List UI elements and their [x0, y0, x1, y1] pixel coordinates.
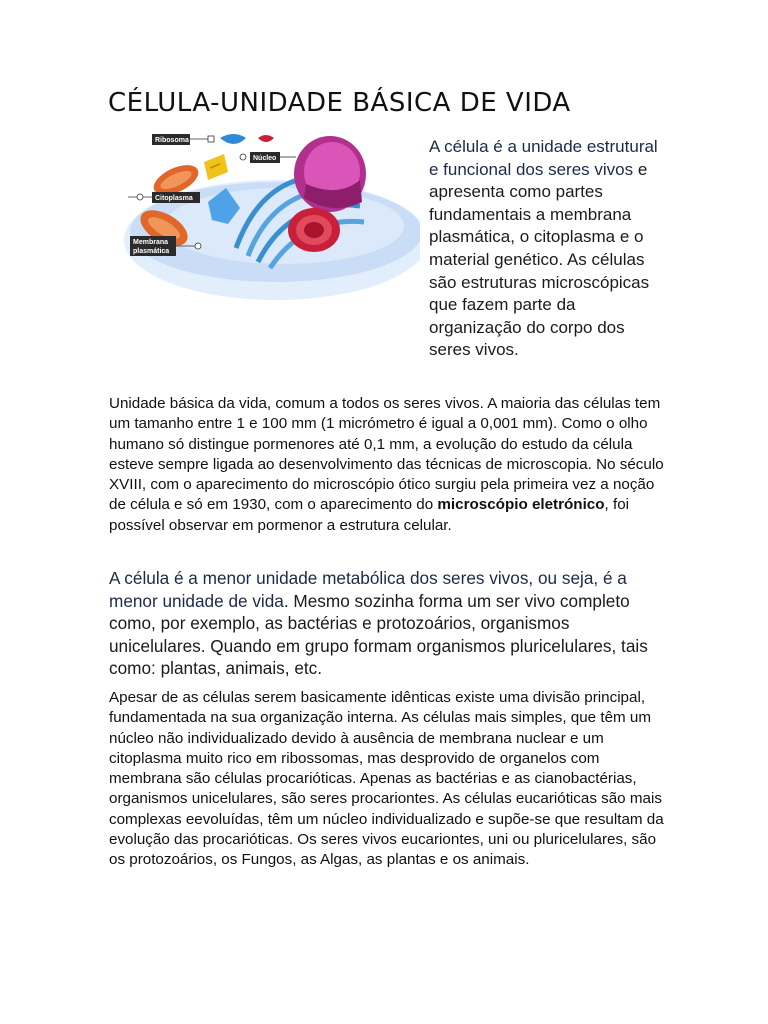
svg-text:Núcleo: Núcleo	[253, 155, 277, 162]
paragraph-1-text-before: Unidade básica da vida, comum a todos os seres vivos. A maioria das células tem um tamanho entre 1 e 100 mm (1 micrómetro é igual a 0,001 mm). Como o olho humano só distingue pormenores até 0,1 mm, a evolução do estudo da célula esteve sempre ligada ao desenvolvimento das técnicas de microscopia. No século XVIII, com o aparecimento do microscópio ótico surgiu pela primeira vez a noção de célula e só em 1930, com o aparecimento do	[109, 395, 664, 514]
cell-illustration	[108, 128, 420, 306]
paragraph-1-text-after: , foi possível observar em pormenor a estrutura celular.	[109, 496, 630, 534]
centriole	[204, 154, 228, 180]
paragraph-2-highlight: A célula é a menor unidade metabólica dos seres vivos, ou seja, é a menor unidade de vida	[109, 568, 627, 611]
intro-highlight: A célula é a unidade estrutural e funcional dos seres vivos	[429, 137, 658, 179]
intro-paragraph	[429, 136, 665, 362]
svg-text:Ribosoma: Ribosoma	[155, 137, 189, 144]
paragraph-2-rest: . Mesmo sozinha forma um ser vivo completo como, por exemplo, as bactérias e protozoários, organismos unicelulares. Quando em grupo formam organismos pluricelulares, tais como: plantas, animais, etc.	[109, 590, 648, 678]
svg-text:Membrana: Membrana	[133, 239, 169, 246]
paragraph-2	[109, 567, 664, 680]
intro-rest: e apresenta como partes fundamentais a membrana plasmática, o citoplasma e o material genético. As células são estruturas microscópicas que fazem parte da organização do corpo dos seres vivos.	[429, 159, 650, 360]
golgi-apparatus	[288, 208, 340, 252]
paragraph-3: Apesar de as células serem basicamente idênticas existe uma divisão principal, fundamentada na sua organização interna. As células mais simples, que têm um núcleo não individualizado devido à ausência de membrana nuclear e um citoplasma muito rico em ribossomas, mas desprovido de organelos com membrana são células procarióticas. Apenas as bactérias e as cianobactérias, organismos unicelulares, são seres procariontes. As células eucarióticas são mais complexas eevoluídas, têm um núcleo individualizado e supõe-se que resultam da evolução das procarióticas. Os seres vivos eucariontes, uni ou pluricelulares, são os protozoários, os Fungos, as Algas, as plantas e os animais.	[109, 689, 664, 869]
paragraph-1-bold: microscópio eletrónico	[437, 496, 605, 514]
label-cytoplasm	[128, 192, 200, 203]
lysosome	[258, 135, 274, 142]
label-ribosome	[152, 134, 214, 145]
vesicle	[220, 134, 246, 144]
svg-text:Citoplasma: Citoplasma	[155, 195, 193, 202]
label-nucleus	[240, 152, 296, 163]
page-title: CÉLULA-UNIDADE BÁSICA DE VIDA	[108, 88, 571, 118]
svg-text:plasmática: plasmática	[133, 248, 170, 255]
paragraph-1	[109, 394, 664, 536]
